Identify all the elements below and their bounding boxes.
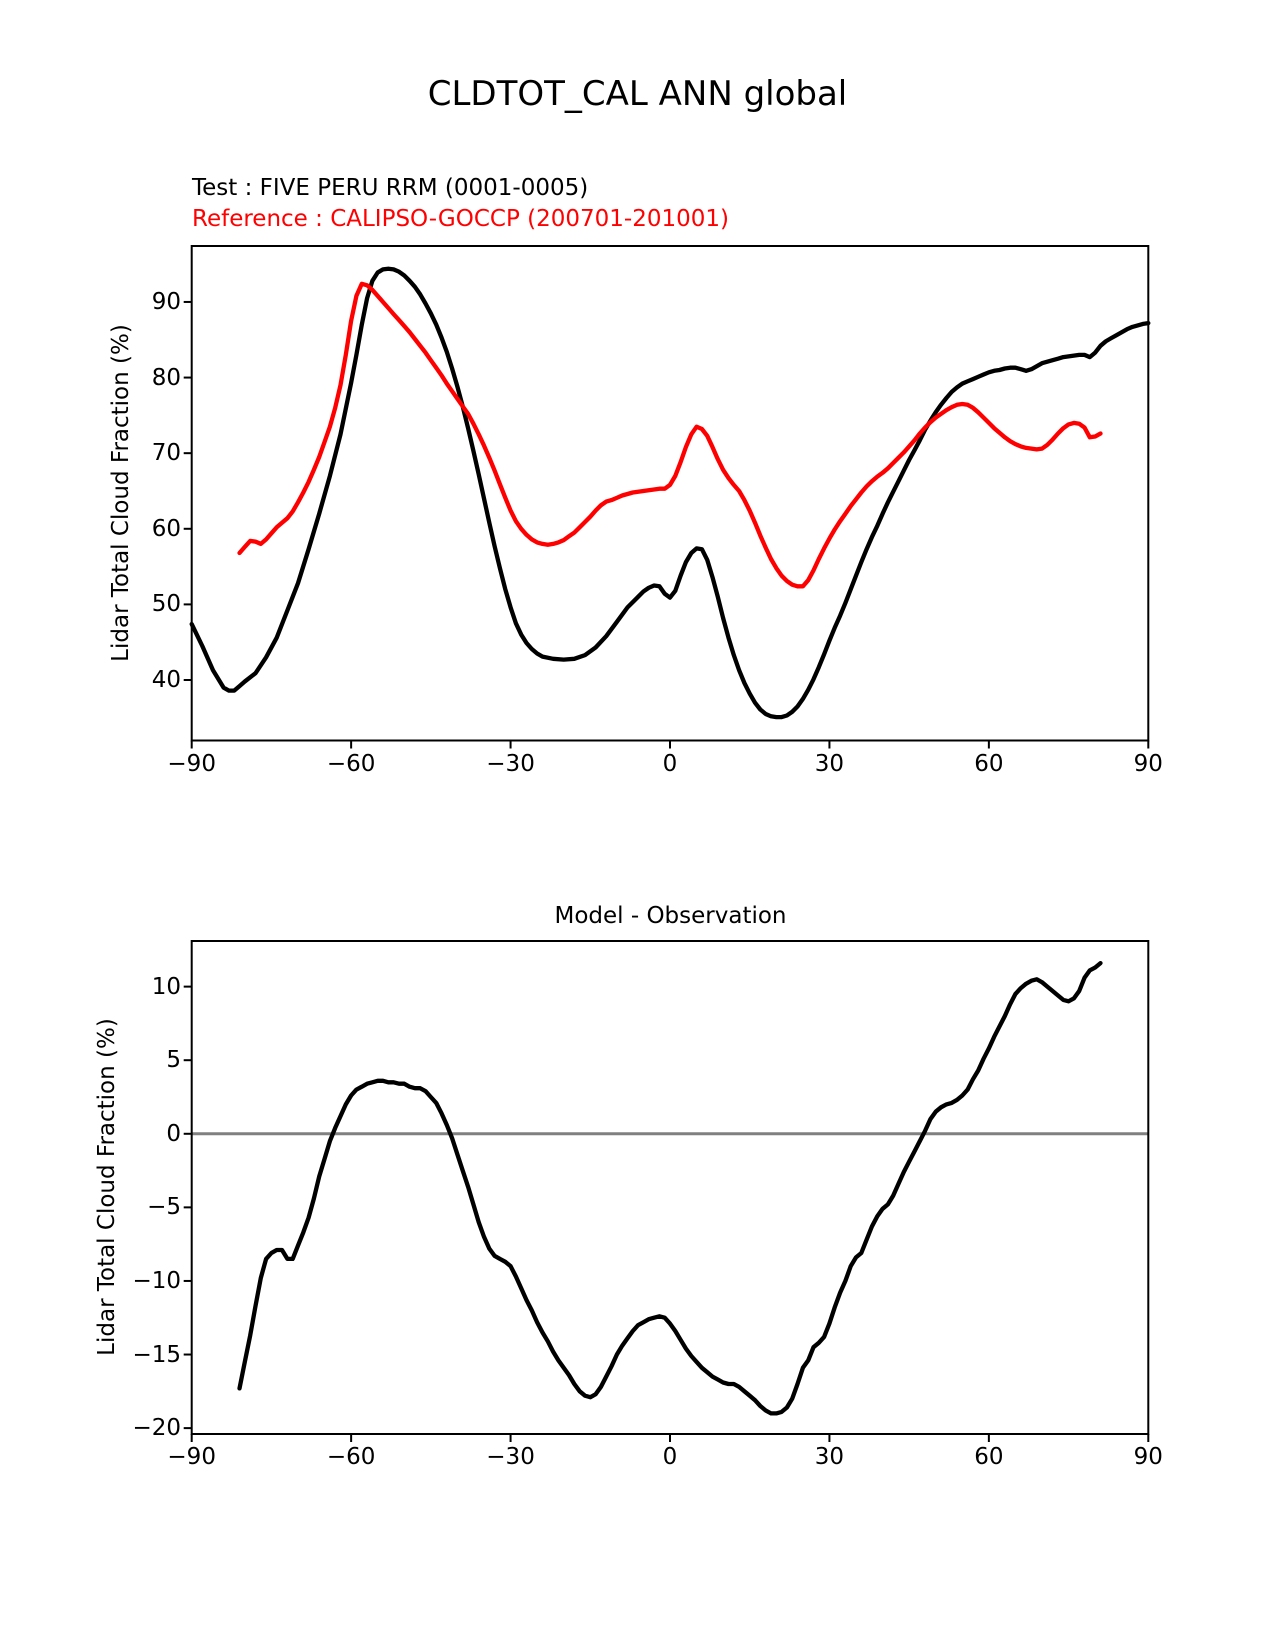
y-tick-label: 50: [151, 591, 181, 618]
x-tick-label: −60: [326, 751, 376, 777]
y-tick-label: 5: [166, 1047, 181, 1074]
y-tick-label: 0: [166, 1120, 181, 1147]
axes-spines: [192, 246, 1149, 741]
legend-reference-label: Reference : CALIPSO-GOCCP (200701-201001): [192, 206, 730, 232]
x-tick-label: −60: [326, 1444, 376, 1470]
reference-curve: [240, 284, 1101, 587]
legend-test-label: Test : FIVE PERU RRM (0001-0005): [192, 175, 589, 201]
x-tick-label: 30: [814, 1444, 845, 1470]
y-tick-label: 10: [151, 973, 181, 1000]
x-tick-label: 60: [974, 751, 1004, 777]
bottom-chart-ylabel: Lidar Total Cloud Fraction (%): [94, 1018, 120, 1356]
y-tick-label: 80: [151, 364, 181, 391]
y-tick-label: 70: [151, 440, 181, 467]
bottom-chart-title: Model - Observation: [554, 903, 787, 929]
x-tick-label: 90: [1133, 751, 1163, 777]
x-tick-label: −30: [486, 751, 535, 777]
y-tick-label: 60: [151, 515, 181, 542]
model-minus-observation-curve: [240, 963, 1101, 1413]
x-tick-label: 0: [662, 1444, 678, 1470]
x-tick-label: −90: [167, 751, 216, 777]
x-tick-label: −90: [167, 1444, 216, 1470]
x-tick-label: 0: [662, 751, 678, 777]
x-tick-label: 30: [814, 751, 845, 777]
test-curve: [192, 269, 1149, 717]
top-chart-ylabel: Lidar Total Cloud Fraction (%): [108, 324, 134, 662]
y-tick-label: 90: [151, 288, 181, 315]
figure-title: CLDTOT_CAL ANN global: [427, 74, 848, 114]
x-tick-label: 60: [974, 1444, 1004, 1470]
y-tick-label: −15: [132, 1341, 181, 1368]
y-tick-label: −5: [147, 1194, 181, 1221]
y-tick-label: 40: [151, 667, 181, 693]
y-tick-label: −10: [132, 1267, 181, 1294]
x-tick-label: 90: [1133, 1444, 1163, 1470]
y-tick-label: −20: [132, 1415, 181, 1442]
x-tick-label: −30: [486, 1444, 535, 1470]
